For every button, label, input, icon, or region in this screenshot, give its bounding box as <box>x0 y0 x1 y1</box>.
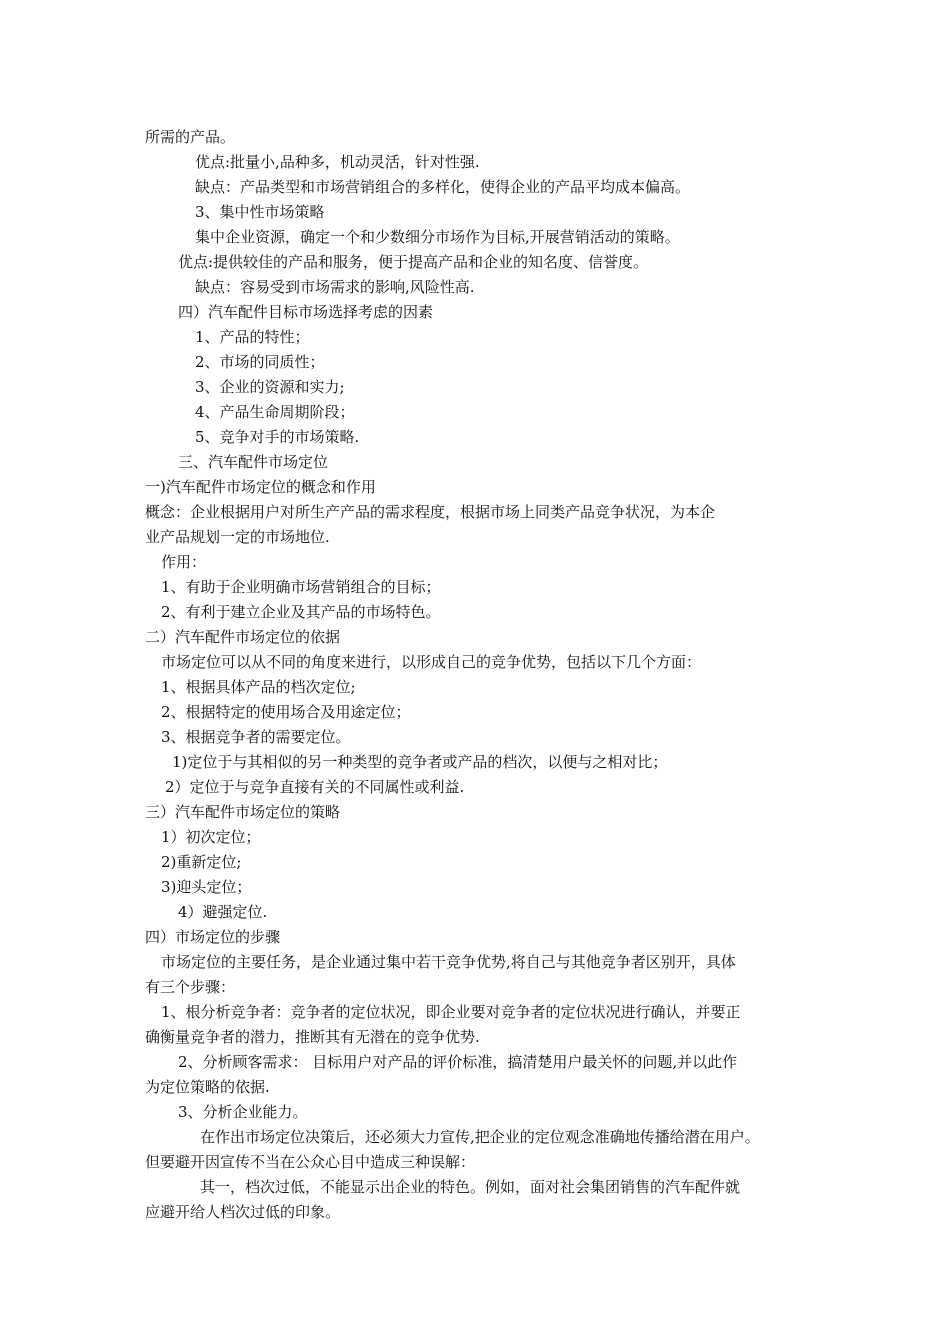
text-line: 市场定位的主要任务，是企业通过集中若干竞争优势,将自己与其他竞争者区别开，具体 <box>161 953 736 971</box>
section-heading: 三）汽车配件市场定位的策略 <box>145 803 341 821</box>
text-line: 确衡量竞争者的潜力，推断其有无潜在的竞争优势. <box>145 1028 480 1046</box>
list-item: 4、产品生命周期阶段； <box>195 403 355 421</box>
list-item: 5、竞争对手的市场策略. <box>195 428 360 446</box>
list-item: 3、根据竞争者的需要定位。 <box>161 728 351 746</box>
text-line: 所需的产品。 <box>145 128 236 146</box>
list-item: 2、分析顾客需求： 目标用户对产品的评价标准，搞清楚用户最关怀的问题,并以此作 <box>178 1053 738 1071</box>
text-line: 优点:批量小,品种多，机动灵活，针对性强. <box>195 153 480 171</box>
text-line: 市场定位可以从不同的角度来进行，以形成自己的竞争优势，包括以下几个方面： <box>161 653 702 671</box>
list-item: 2)重新定位; <box>161 853 242 871</box>
list-item: 2、根据特定的使用场合及用途定位； <box>161 703 411 721</box>
list-item: 1、有助于企业明确市场营销组合的目标； <box>161 578 441 596</box>
text-line: 3、集中性市场策略 <box>195 203 325 221</box>
list-item: 3、分析企业能力。 <box>178 1103 308 1121</box>
list-item: 1、根分析竞争者：竞争者的定位状况，即企业要对竞争者的定位状况进行确认，并要正 <box>161 1003 741 1021</box>
text-line: 其一，档次过低，不能显示出企业的特色。例如，面对社会集团销售的汽车配件就 <box>200 1178 741 1196</box>
list-item: 2、市场的同质性； <box>195 353 325 371</box>
text-line: 应避开给人档次过低的印象。 <box>145 1203 341 1221</box>
section-heading: 二）汽车配件市场定位的依据 <box>145 628 341 646</box>
section-heading: 四）市场定位的步骤 <box>145 928 281 946</box>
list-item: 1、产品的特性； <box>195 328 310 346</box>
text-line: 概念：企业根据用户对所生产产品的需求程度，根据市场上同类产品竞争状况，为本企 <box>145 503 716 521</box>
text-line: 缺点：容易受到市场需求的影响,风险性高. <box>195 278 475 296</box>
text-line: 有三个步骤： <box>145 978 236 996</box>
text-line: 业产品规划一定的市场地位. <box>145 528 330 546</box>
chapter-heading: 三、汽车配件市场定位 <box>178 453 329 471</box>
list-item: 2、有利于建立企业及其产品的市场特色。 <box>161 603 441 621</box>
section-heading: 一)汽车配件市场定位的概念和作用 <box>145 478 376 496</box>
text-line: 在作出市场定位决策后，还必须大力宣传,把企业的定位观念准确地传播给潜在用户。 <box>200 1128 760 1146</box>
text-line: 作用： <box>161 553 207 571</box>
text-line: 为定位策略的依据. <box>145 1078 270 1096</box>
list-item: 1、根据具体产品的档次定位; <box>161 678 356 696</box>
list-item: 1）初次定位； <box>161 828 261 846</box>
text-line: 集中企业资源，确定一个和少数细分市场作为目标,开展营销活动的策略。 <box>195 228 680 246</box>
list-item: 2）定位于与竞争直接有关的不同属性或利益. <box>165 778 465 796</box>
list-item: 1)定位于与其相似的另一种类型的竞争者或产品的档次，以便与之相对比； <box>172 753 668 771</box>
list-item: 4）避强定位. <box>178 903 268 921</box>
text-line: 但要避开因宣传不当在公众心目中造成三种误解： <box>145 1153 476 1171</box>
section-heading: 四）汽车配件目标市场选择考虑的因素 <box>178 303 434 321</box>
list-item: 3、企业的资源和实力; <box>195 378 345 396</box>
text-line: 优点:提供较佳的产品和服务，便于提高产品和企业的知名度、信誉度。 <box>178 253 649 271</box>
list-item: 3)迎头定位； <box>161 878 252 896</box>
text-line: 缺点：产品类型和市场营销组合的多样化，使得企业的产品平均成本偏高。 <box>195 178 691 196</box>
